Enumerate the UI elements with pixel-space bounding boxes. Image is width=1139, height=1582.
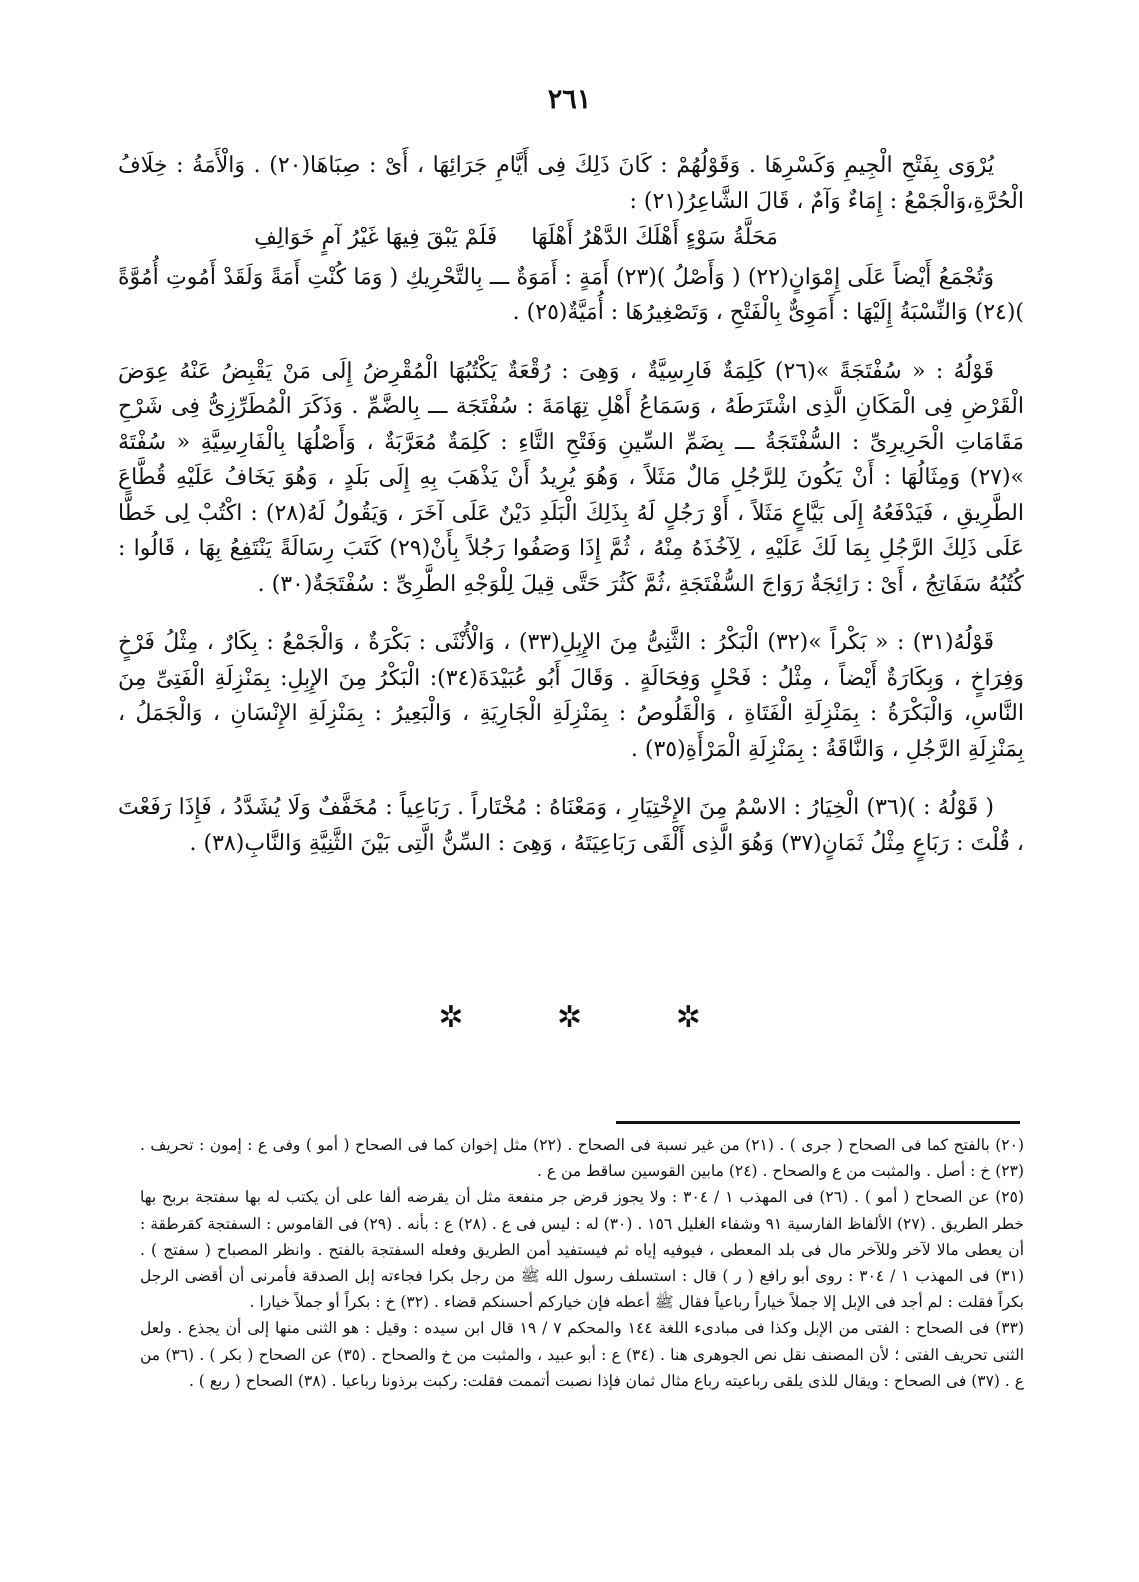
paragraph-khiyar: ( قَوْلُهُ : )(٣٦) الْخِيَارُ : الاسْمُ مِنَ الإِخْتِيَارِ ، وَمَعْنَاهُ : مُخْتَاراً . رَبَاعِياً : مُخَفَّفٌ وَلَا يُشَدَّدُ ، فَإِذَا رَفَعْتَ ، قُلْتَ : رَبَاعٍ مِثْلُ ثَمَانٍ(٣٧) وَهُوَ الَّذِى أَلْقَى رَبَاعِيَتَهُ ، وَهِىَ : السِّنُّ الَّتِى بَيْنَ الثَّنِيَّةِ وَالنَّابِ(٣٨) . — [118, 795, 1024, 856]
footnote-separator-line — [616, 1121, 1020, 1124]
asterisk-divider: ✲ ✲ ✲ — [438, 1000, 743, 1035]
paragraph-bakr: قَوْلُهُ(٣١) : « بَكْراً »(٣٢) الْبَكْرُ : الثَّنِىُّ مِنَ الإِبِلِ(٣٣) ، وَالْأُنْثَى : بَكْرَةٌ ، وَالْجَمْعُ : بِكَارٌ ، مِثْلُ فَرْخٍ وَفِرَاخٍ ، وَبِكَارَةٌ أَيْضاً ، مِثْلُ : فَحْلٍ وَفِحَالَةٍ . وَقَالَ أَبُو عُبَيْدَةَ(٣٤): الْبَكْرُ مِنَ الإِبِلِ: بِمَنْزِلَةِ الْفَتِىِّ مِنَ النَّاسِ، وَالْبَكْرَةُ : بِمَنْزِلَةِ الْفَتَاةِ ، وَالْقَلُوصُ : بِمَنْزِلَةِ الْجَارِيَةِ ، وَالْبَعِيرُ : بِمَنْزِلَةِ الإِنْسَانِ ، وَالْجَمَلُ ، بِمَنْزِلَةِ الرَّجُلِ ، وَالنَّاقَةُ : بِمَنْزِلَةِ الْمَرْأَةِ(٣٥) . — [118, 630, 1024, 762]
main-text — [118, 148, 1024, 861]
footnote-block: (٢٠) بالفتح كما فى الصحاح ( جرى ) . (٢١) من غير نسبة فى الصحاح . (٢٢) مثل إخوان كما فى الصحاح ( أمو ) وفى ع : إمون : تحريف . (٢٣) خ : أصل . والمثبت من ع والصحاح . (٢٤) مابين القوسين ساقط من ع . — [140, 1136, 1024, 1181]
paragraph-suftajah: قَوْلُهُ : « سُفْتَجَةً »(٢٦) كَلِمَةٌ فَارِسِيَّةٌ ، وَهِىَ : رُقْعَةٌ يَكْتُبُهَا الْمُقْرِضُ إِلَى مَنْ يَقْبِضُ عَنْهُ عِوَضَ الْقَرْضِ فِى الْمَكَانِ الَّذِى اشْتَرَطَهُ ، وَسَمَاعُ أَهْلِ تِهَامَةَ : سُفْتَجَة ـــ بِالضَّمِّ . وَذَكَرَ الْمُطَرِّزِىُّ فِى شَرْحِ مَقَامَاتِ الْحَرِيرِىِّ : السُّفْتَجَةُ ـــ بِضَمِّ السِّينِ وَفَتْحِ التَّاءِ : كَلِمَةٌ مُعَرَّبَةٌ ، وَأَصْلُهَا بِالْفَارِسِيَّةِ « سُفْتَهْ »(٢٧) وَمِثَالُهَا : أَنْ يَكُونَ لِلرَّجُلِ مَالٌ مَثَلاً ، وَهُوَ يُرِيدُ أَنْ يَذْهَبَ بِهِ إِلَى بَلَدٍ ، وَهُوَ يَخَافُ عَلَيْهِ قُطَّاعَ الطَّرِيقِ ، فَيَدْفَعُهُ إِلَى بَيَّاعٍ مَثَلاً ، أَوْ رَجُلٍ لَهُ بِذَلِكَ الْبَلَدِ دَيْنٌ عَلَى آخَرَ ، وَيَقُولُ لَهُ(٢٨) : اكْتُبْ لِى خَطًّا عَلَى ذَلِكَ الرَّجُلِ بِمَا لَكَ عَلَيْهِ ، لِآخُذَهُ مِنْهُ ، ثُمَّ إِذَا وَصَفُوا رَجُلاً بِأَنْ(٢٩) كَتَبَ رِسَالَةً يَنْتَفِعُ بِهَا ، قَالُوا : كُتُبُهُ سَفَاتِجُ ، أَىْ : رَائِجَةٌ رَوَاجَ السُّفْتَجَةِ ،ثُمَّ كَثُرَ حَتَّى قِيلَ لِلْوَجْهِ الطَّرِىِّ : سُفْتَجَةٌ(٣٠) . — [118, 358, 1024, 597]
verse-hemistich-first: مَحَلَّةُ سَوْءٍ أَهْلَكَ الدَّهْرُ أَهْلَهَا — [531, 225, 778, 250]
footnote-block: (٣٣) فى الصحاح : الفتى من الإبل وكذا فى مبادىء اللغة ١٤٤ والمحكم ٧ / ١٩ قال ابن سيده : وقيل : هو الثنى منها إلى أن يجذع . ولعل الثنى تحريف الفتى ؛ لأن المصنف نقل نص الجوهرى هنا . (٣٤) ع : أبو عبيد ، والمثبت من خ والصحاح . (٣٥) عن الصحاح ( بكر ) . (٣٦) من ع . (٣٧) فى الصحاح : ويقال للذى يلقى رباعيته رباع مثال ثمان فإذا نصبت أتممت فقلت: ركبت برذونا رباعيا . (٣٨) الصحاح ( ربع ) . — [140, 1319, 1024, 1390]
paragraph-amah: يُرْوَى بِفَتْحِ الْجِيمِ وَكَسْرِهَا . وَقَوْلُهُمْ : كَانَ ذَلِكَ فِى أَيَّامِ جَرَائِهَا ، أَىْ : صِبَاهَا(٢٠) . وَالْأَمَةُ : خِلَافُ الْحُرَّةِ،وَالْجَمْعُ : إِمَاءٌ وَآمٌ ، قَالَ الشَّاعِرُ(٢١) : — [118, 153, 1024, 214]
footnotes — [140, 1132, 1024, 1394]
poetry-verse — [118, 220, 1024, 256]
footnote-block: (٢٥) عن الصحاح ( أمو ) . (٢٦) فى المهذب ١ / ٣٠٤ : ولا يجوز قرض جر منفعة مثل أن يقرضه ألفا على أن يكتب له بها سفتجة بربح بها خطر الطريق . (٢٧) الألفاظ الفارسية ٩١ وشفاء الغليل ١٥٦ . (٣٠) له : ليس فى ع . (٢٨) ع : بأنه . (٢٩) فى القاموس : السفتجة كقرطقة : أن يعطى مالا لآخر وللآخر مال فى بلد المعطى ، فيوفيه إياه ثم فيستفيد أمن الطريق وفعله السفتجة بالفتح . وانظر المصباح ( سفتج ) . (٣١) فى المهذب ١ / ٣٠٤ : روى أبو رافع ( ر ) قال : استسلف رسول الله ﷺ من رجل بكرا فجاءته إبل الصدقة فأمرنى أن أقضى الرجل بكراً فقلت : لم أجد فى الإبل إلا جملاً خياراً رباعياً فقال ﷺ أعطه فإن خياركم أحسنكم قضاء . (٣٢) خ : بكراً أو جملاً خيارا . — [140, 1188, 1025, 1312]
page-number: ٢٦١ — [547, 84, 592, 115]
verse-hemistich-second: فَلَمْ يَبْقَ فِيهَا غَيْرُ آمٍ خَوَالِفِ — [254, 225, 498, 250]
paragraph-amah-plural: وَتُجْمَعُ أَيْضاً عَلَى إِمْوَانٍ(٢٢) ( وَأَصْلُ )(٢٣) أَمَةٍ : أَمَوَةٌ ـــ بِالتَّحْرِيكِ ( وَمَا كُنْتِ أَمَةً وَلَقَدْ أَمُوتِ أُمُوَّةً )(٢٤) وَالنِّسْبَةُ إِلَيْهَا : أَمَوِىٌّ بِالْفَتْحِ ، وَتَصْغِيرُهَا : أُمَيَّةٌ(٢٥) . — [118, 264, 1024, 325]
